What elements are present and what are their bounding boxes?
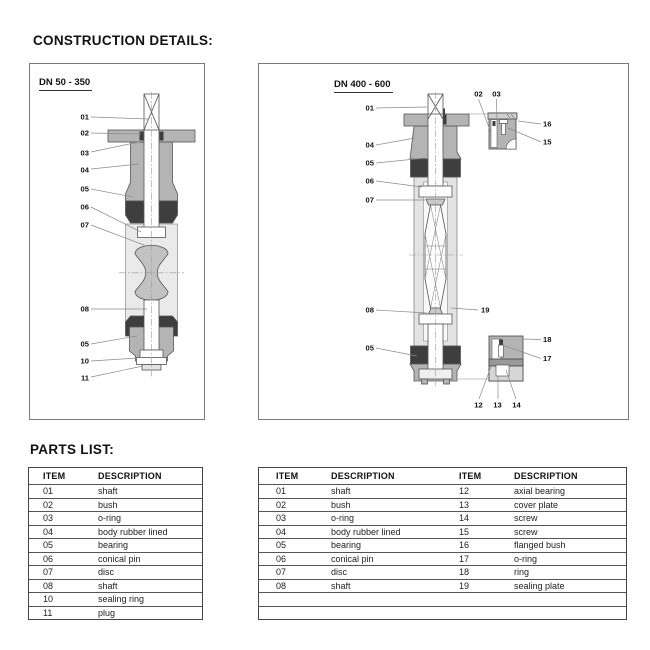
callout-label: 10: [80, 356, 89, 366]
table-cell: 10: [43, 594, 54, 605]
table-row: [259, 579, 626, 593]
table-cell: 01: [276, 486, 287, 497]
table-row: [29, 525, 202, 539]
table-cell: 04: [43, 526, 54, 537]
callout-label: 06: [80, 202, 89, 212]
table-row: [29, 579, 202, 593]
table-empty-row: [259, 592, 626, 606]
leader-line: [523, 339, 541, 340]
table-row: [29, 552, 202, 566]
leader-line: [91, 366, 143, 377]
bottom-bearing-detail-inset: [489, 336, 523, 381]
callout-label: 04: [365, 140, 374, 150]
table-cell: o-ring: [331, 513, 355, 524]
column-header: DESCRIPTION: [514, 471, 578, 481]
table-cell: body rubber lined: [331, 526, 401, 537]
table-cell: 05: [276, 540, 287, 551]
table-cell: 08: [276, 580, 287, 591]
table-cell: plug: [98, 607, 116, 618]
table-row: [29, 565, 202, 579]
table-cell: 19: [459, 580, 470, 591]
column-header: ITEM: [276, 471, 299, 481]
table-cell: 16: [459, 540, 470, 551]
table-row: [259, 498, 626, 512]
table-cell: screw: [514, 526, 538, 537]
callout-label: 03: [492, 89, 501, 99]
diagram-box-dn50-350: [29, 63, 205, 420]
parts-table-dn50-350: [28, 467, 203, 620]
table-cell: body rubber lined: [98, 526, 168, 537]
callout-label: 08: [80, 304, 89, 314]
table-cell: 07: [43, 567, 54, 578]
callout-label: 05: [365, 343, 374, 353]
table-cell: 13: [459, 499, 470, 510]
table-cell: 05: [43, 540, 54, 551]
table-cell: bush: [98, 499, 118, 510]
leader-line: [497, 99, 498, 121]
table-empty-row: [259, 606, 626, 620]
column-header: ITEM: [43, 471, 66, 481]
callout-label: 15: [543, 137, 552, 147]
table-cell: sealing plate: [514, 580, 565, 591]
parts-list-heading: PARTS LIST:: [30, 442, 115, 457]
table-cell: flanged bush: [514, 540, 566, 551]
diagram1-range-label: DN 50 - 350: [39, 77, 92, 91]
table-row: [259, 511, 626, 525]
callout-label: 02: [80, 128, 89, 138]
callout-label: 03: [80, 148, 89, 158]
callout-label: 02: [474, 89, 483, 99]
column-header: DESCRIPTION: [331, 471, 395, 481]
callout-label: 11: [80, 373, 89, 383]
table-cell: shaft: [331, 580, 351, 591]
diagram2-range-label: DN 400 - 600: [334, 79, 393, 93]
table-cell: 11: [43, 607, 53, 618]
leader-line: [91, 358, 137, 361]
table-cell: 08: [43, 580, 54, 591]
table-cell: 15: [459, 526, 470, 537]
table-cell: bush: [331, 499, 351, 510]
column-header: DESCRIPTION: [98, 471, 162, 481]
table-cell: 02: [43, 499, 54, 510]
column-header: ITEM: [459, 471, 482, 481]
leader-line: [376, 138, 415, 145]
table-cell: shaft: [331, 486, 351, 497]
table-cell: conical pin: [98, 553, 141, 564]
table-cell: bearing: [98, 540, 129, 551]
table-row: [29, 538, 202, 552]
table-row: [259, 538, 626, 552]
valve-cross-section-dn400-600: [259, 64, 628, 419]
table-cell: 18: [459, 567, 470, 578]
callout-label: 16: [543, 119, 552, 129]
table-cell: 07: [276, 567, 287, 578]
table-cell: 02: [276, 499, 287, 510]
callout-label: 12: [474, 400, 483, 410]
callout-label: 07: [80, 220, 89, 230]
callout-label: 19: [481, 305, 490, 315]
table-cell: disc: [98, 567, 115, 578]
table-cell: 03: [43, 513, 54, 524]
table-cell: disc: [331, 567, 348, 578]
table-row: [259, 565, 626, 579]
table-cell: cover plate: [514, 499, 559, 510]
table-cell: axial bearing: [514, 486, 566, 497]
table-cell: 14: [459, 513, 470, 524]
table-row: [259, 484, 626, 498]
callout-label: 07: [365, 195, 374, 205]
diagram-box-dn400-600: [258, 63, 629, 420]
table-row: [29, 592, 202, 606]
table-row: [29, 511, 202, 525]
callout-label: 14: [512, 400, 521, 410]
construction-details-heading: CONSTRUCTION DETAILS:: [33, 33, 214, 48]
valve-cross-section-dn50-350: [30, 64, 204, 419]
leader-line: [376, 107, 427, 108]
table-header-row: [29, 468, 202, 484]
table-row: [29, 498, 202, 512]
table-cell: ring: [514, 567, 530, 578]
table-cell: 06: [276, 553, 287, 564]
callout-label: 01: [365, 103, 374, 113]
callout-label: 17: [543, 354, 552, 363]
callout-label: 08: [365, 305, 374, 315]
table-cell: 06: [43, 553, 54, 564]
callout-label: 05: [80, 339, 89, 349]
table-cell: shaft: [98, 580, 118, 591]
table-cell: 12: [459, 486, 470, 497]
table-row: [29, 606, 202, 620]
table-cell: sealing ring: [98, 594, 145, 605]
callout-label: 18: [543, 335, 552, 344]
table-cell: screw: [514, 513, 538, 524]
callout-label: 04: [80, 165, 89, 175]
table-cell: 04: [276, 526, 287, 537]
table-cell: o-ring: [514, 553, 538, 564]
parts-table-dn400-600: [258, 467, 627, 620]
table-cell: bearing: [331, 540, 362, 551]
leader-line: [91, 117, 149, 119]
valve-body-drawing: [404, 94, 489, 384]
top-bearing-detail-inset: [488, 113, 517, 149]
callout-label: 05: [80, 184, 89, 194]
callout-label: 13: [493, 400, 502, 410]
table-row: [259, 525, 626, 539]
callout-label: 01: [80, 112, 89, 122]
table-header-row: [259, 468, 626, 484]
table-cell: shaft: [98, 486, 118, 497]
table-cell: o-ring: [98, 513, 122, 524]
table-row: [29, 484, 202, 498]
table-cell: conical pin: [331, 553, 374, 564]
callout-label: 06: [365, 176, 374, 186]
table-row: [259, 552, 626, 566]
table-cell: 03: [276, 513, 287, 524]
callout-label: 05: [365, 158, 374, 168]
leader-line: [518, 121, 541, 124]
table-cell: 01: [43, 486, 54, 497]
table-cell: 17: [459, 553, 470, 564]
